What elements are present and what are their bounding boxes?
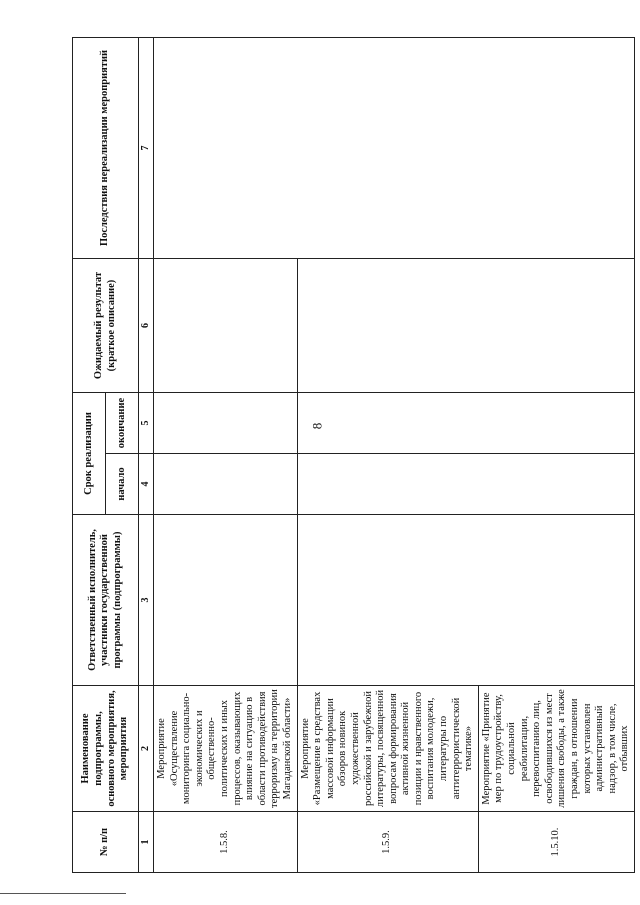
row-result: [297, 259, 634, 393]
program-measures-table: [72, 37, 635, 873]
header-consequences: Последствия нереализации мероприятий: [73, 38, 139, 259]
row-consequences: [154, 38, 635, 259]
header-start: начало: [106, 454, 139, 515]
row-executor: [154, 515, 298, 686]
row-start: [297, 454, 634, 515]
row-number: 1.5.10.: [478, 812, 634, 873]
page-number: 8: [309, 422, 325, 430]
row-number: 1.5.9.: [297, 812, 478, 873]
rotated-table-sheet: [72, 38, 631, 873]
header-row-top: [73, 38, 106, 873]
header-end: окончание: [106, 393, 139, 454]
table-row: [154, 38, 298, 873]
column-index-row: [139, 38, 154, 873]
footer-rule: [0, 893, 126, 894]
column-index-cell: 5: [139, 393, 154, 454]
header-result: Ожидаемый результат (краткое описание): [73, 259, 139, 393]
row-measure-name: Мероприятие «Принятие мер по трудоустройству, социальной реабилитации, перевоспитанию лиц, освободившихся из мест лишения свободы, а также граждан, в отношении которых установлен административный надзор, в том числе, отбывших: [478, 686, 634, 812]
header-period: Срок реализации: [73, 393, 106, 515]
column-index-cell: 6: [139, 259, 154, 393]
row-result: [154, 259, 298, 393]
row-number: 1.5.8.: [154, 812, 298, 873]
row-measure-name: Мероприятие «Осуществление мониторинга социально-экономических и общественно-политических и иных процессов, оказывающих влияние на ситуацию в области противодействия терроризму на территории Магаданской области»: [154, 686, 298, 812]
header-num: № п/п: [73, 812, 139, 873]
column-index-cell: 3: [139, 515, 154, 686]
header-executor: Ответственный исполнитель, участники государственной программы (подпрограммы): [73, 515, 139, 686]
column-index-cell: 7: [139, 38, 154, 259]
row-end: [154, 393, 298, 454]
row-measure-name: Мероприятие «Размещение в средствах массовой информации обзоров новинок художественной российской и зарубежной литературы, посвященной вопросам формирования активной жизненной позиции и нравственного воспитания молодежи, литературы по антитеррористической тематике»: [297, 686, 478, 812]
row-start: [154, 454, 298, 515]
column-index-cell: 4: [139, 454, 154, 515]
header-name: Наименование подпрограммы, основного мероприятия, мероприятия: [73, 686, 139, 812]
column-index-cell: 1: [139, 812, 154, 873]
row-end: [297, 393, 634, 454]
row-executor: [297, 515, 634, 686]
column-index-cell: 2: [139, 686, 154, 812]
